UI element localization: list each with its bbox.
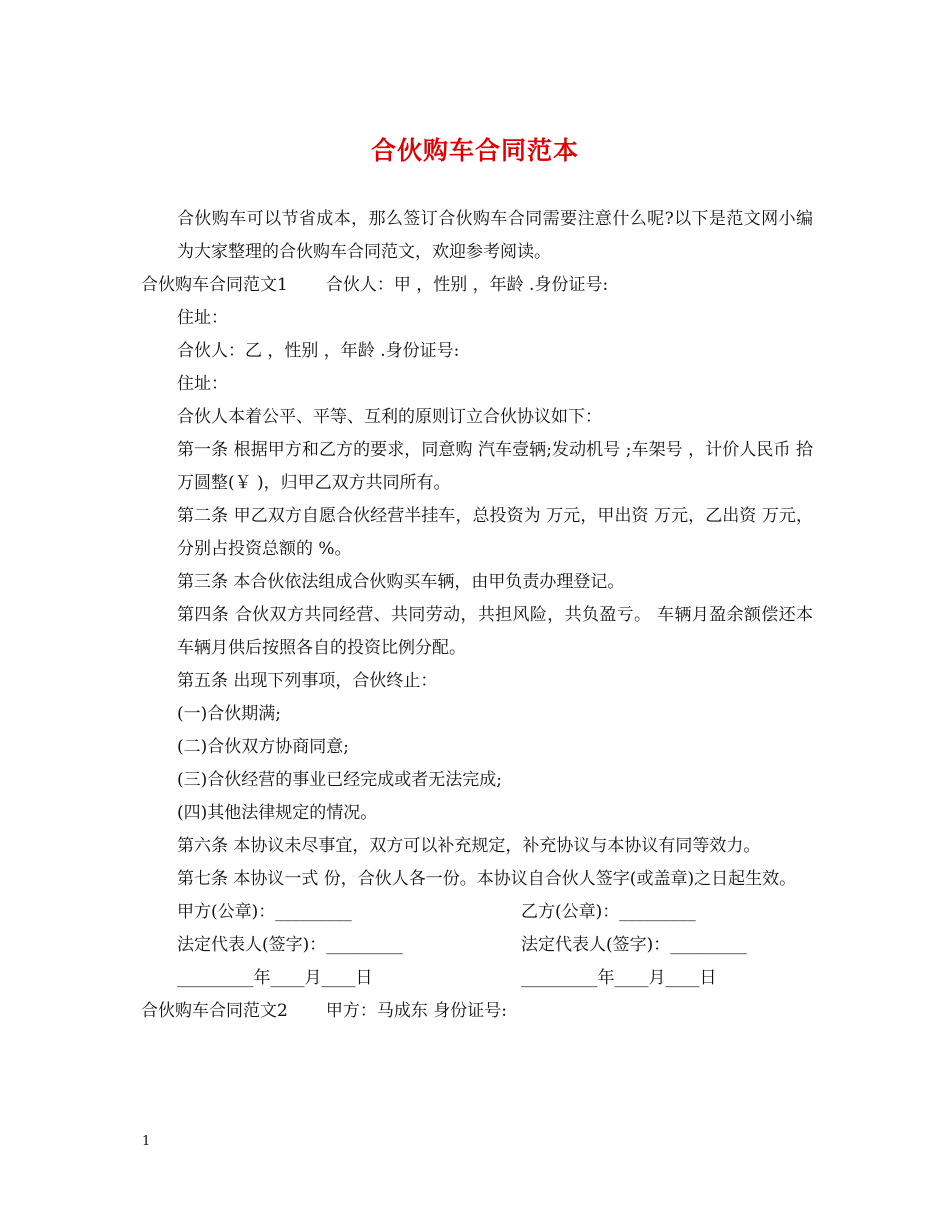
sample1-address-a: 住址： <box>177 308 228 328</box>
party-a-representative: 法定代表人(签字)：_________ <box>177 935 403 955</box>
termination-item-3: (三)合伙经营的事业已经完成或者无法完成; <box>177 770 502 790</box>
signature-date-row <box>141 962 813 995</box>
signature-seal-row <box>141 896 813 929</box>
article-4: 第四条 合伙双方共同经营、共同劳动，共担风险，共负盈亏。 车辆月盈余额偿还本车辆月供后按照各自的投资比例分配。 <box>177 605 813 658</box>
document-title: 合伙购车合同范本 <box>370 136 579 165</box>
party-a-date: _________年____月____日 <box>177 968 373 988</box>
sample1-heading: 合伙购车合同范文1 <box>141 275 288 295</box>
page-number: 1 <box>142 1134 151 1149</box>
intro-paragraph: 合伙购车可以节省成本，那么签订合伙购车合同需要注意什么呢?以下是范文网小编为大家整理的合伙购车合同范文，欢迎参考阅读。 <box>177 209 813 262</box>
sample1-address-b: 住址： <box>177 374 228 394</box>
article-7: 第七条 本协议一式 份，合伙人各一份。本协议自合伙人签字(或盖章)之日起生效。 <box>177 869 797 889</box>
sample1-heading-line <box>141 269 813 302</box>
article-6: 第六条 本协议未尽事宜，双方可以补充规定，补充协议与本协议有同等效力。 <box>177 836 761 856</box>
party-b-seal: 乙方(公章)：_________ <box>521 902 696 922</box>
sample1-party-b: 合伙人：乙 ，性别 ，年龄 .身份证号: <box>177 341 460 361</box>
article-5: 第五条 出现下列事项，合伙终止： <box>177 671 438 691</box>
termination-item-1: (一)合伙期满; <box>177 704 281 724</box>
sample2-heading: 合伙购车合同范文2 <box>141 1001 288 1021</box>
signature-rep-row <box>141 929 813 962</box>
sample1-party-a: 合伙人：甲 ，性别 ，年龄 .身份证号: <box>325 275 609 295</box>
article-1: 第一条 根据甲方和乙方的要求，同意购 汽车壹辆;发动机号 ;车架号 ，计价人民币 拾 万圆整(￥ )，归甲乙双方共同所有。 <box>177 440 813 493</box>
document-body <box>141 203 813 1028</box>
party-b-date: _________年____月____日 <box>521 968 717 988</box>
article-3: 第三条 本合伙依法组成合伙购买车辆，由甲负责办理登记。 <box>177 572 625 592</box>
termination-item-4: (四)其他法律规定的情况。 <box>177 803 378 823</box>
sample2-party-a: 甲方：马成东 身份证号: <box>325 1001 507 1021</box>
sample1-principle: 合伙人本着公平、平等、互利的原则订立合伙协议如下： <box>177 407 602 427</box>
party-b-representative: 法定代表人(签字)：_________ <box>521 935 747 955</box>
termination-item-2: (二)合伙双方协商同意; <box>177 737 349 757</box>
article-2: 第二条 甲乙双方自愿合伙经营半挂车，总投资为 万元，甲出资 万元，乙出资 万元，分别占投资总额的 %。 <box>177 506 813 559</box>
sample2-heading-line <box>141 995 813 1028</box>
party-a-seal: 甲方(公章)：_________ <box>177 902 352 922</box>
